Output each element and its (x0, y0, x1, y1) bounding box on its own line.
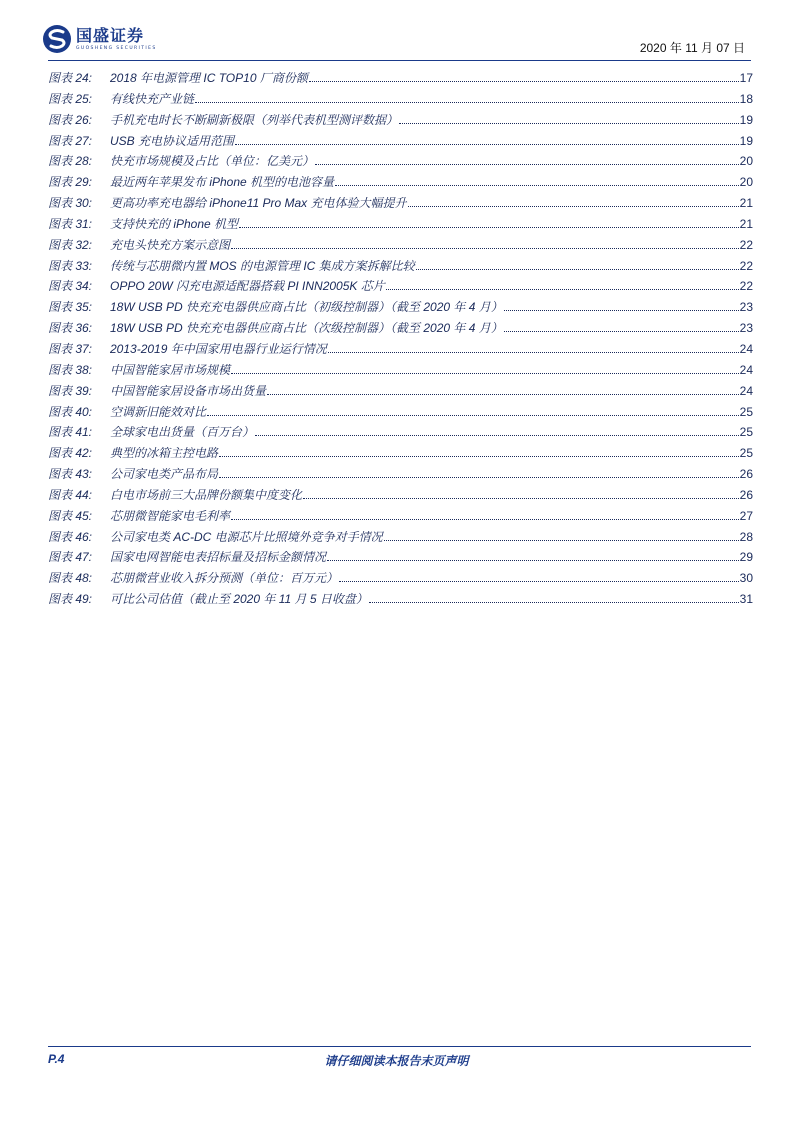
toc-entry-title: 手机充电时长不断刷新极限（列举代表机型测评数据） (110, 112, 399, 127)
toc-leader-dots (219, 477, 739, 478)
toc-entry[interactable] (48, 340, 753, 361)
toc-entry[interactable] (48, 486, 753, 507)
toc-leader-dots (315, 164, 739, 165)
toc-entry[interactable] (48, 215, 753, 236)
toc-leader-dots (327, 560, 739, 561)
toc-entry-label: 图表 44: (48, 487, 93, 502)
toc-entry-page: 30 (739, 571, 753, 586)
toc-entry-title: 2018 年电源管理 IC TOP10 厂商份额 (110, 71, 308, 85)
toc-leader-dots (267, 394, 739, 395)
toc-entry[interactable] (48, 444, 753, 465)
toc-entry-title: 公司家电类产品布局 (110, 467, 219, 482)
toc-entry-page: 18 (739, 91, 753, 106)
toc-entry[interactable] (48, 507, 753, 528)
toc-entry-label: 图表 39: (48, 383, 93, 398)
toc-entry-label: 图表 49: (48, 592, 93, 607)
company-logo (42, 24, 157, 54)
toc-entry-label: 图表 29: (48, 175, 93, 190)
toc-entry[interactable] (48, 90, 753, 111)
guosheng-logo-icon (42, 24, 72, 54)
toc-entry-page: 28 (739, 529, 753, 544)
toc-entry-label: 图表 24: (48, 71, 93, 85)
toc-leader-dots (195, 102, 739, 103)
toc-entry-title: 充电头快充方案示意图 (110, 237, 231, 252)
disclaimer-note: 请仔细阅读本报告末页声明 (324, 1054, 469, 1068)
report-date: 2020 年 11 月 07 日 (639, 41, 745, 55)
toc-entry[interactable] (48, 319, 753, 340)
toc-entry-label: 图表 38: (48, 362, 93, 377)
toc-entry-page: 25 (739, 446, 753, 461)
toc-entry-page: 29 (739, 550, 753, 565)
toc-entry-label: 图表 42: (48, 446, 93, 461)
toc-entry-label: 图表 48: (48, 571, 93, 586)
toc-entry-title: 全球家电出货量（百万台） (110, 425, 255, 440)
toc-entry-label: 图表 33: (48, 258, 93, 273)
toc-entry-page: 26 (739, 467, 753, 482)
toc-entry-title: 2013-2019 年中国家用电器行业运行情况 (110, 341, 327, 356)
toc-entry-title: 最近两年苹果发布 iPhone 机型的电池容量 (110, 175, 335, 190)
toc-entry-page: 21 (739, 196, 753, 211)
toc-entry-page: 21 (739, 216, 753, 231)
toc-entry-title: 18W USB PD 快充充电器供应商占比（次级控制器）（截至 2020 年 4 月） (110, 321, 503, 336)
toc-leader-dots (386, 289, 739, 290)
figure-index-list (48, 69, 753, 611)
toc-entry-label: 图表 27: (48, 133, 93, 148)
toc-entry-page: 31 (739, 592, 753, 607)
toc-entry[interactable] (48, 277, 753, 298)
toc-leader-dots (231, 248, 739, 249)
toc-leader-dots (335, 185, 739, 186)
toc-entry-title: 空调新旧能效对比 (110, 404, 207, 419)
toc-entry-label: 图表 47: (48, 550, 93, 565)
toc-leader-dots (231, 373, 739, 374)
toc-entry-label: 图表 35: (48, 300, 93, 315)
toc-entry-title: 中国智能家居设备市场出货量 (110, 383, 267, 398)
toc-entry-page: 23 (739, 321, 753, 336)
toc-entry[interactable] (48, 257, 753, 278)
toc-entry-title: 有线快充产业链 (110, 91, 195, 106)
toc-entry-title: 支持快充的 iPhone 机型 (110, 216, 239, 231)
toc-entry-title: 更高功率充电器给 iPhone11 Pro Max 充电体验大幅提升 (110, 196, 407, 211)
page-number: P.4 (48, 1052, 65, 1066)
toc-leader-dots (504, 331, 739, 332)
toc-entry-page: 24 (739, 362, 753, 377)
toc-entry-title: 公司家电类 AC-DC 电源芯片比照境外竞争对手情况 (110, 529, 383, 544)
toc-entry[interactable] (48, 152, 753, 173)
toc-leader-dots (255, 435, 739, 436)
toc-entry-label: 图表 36: (48, 321, 93, 336)
toc-entry[interactable] (48, 590, 753, 611)
toc-entry-title: 典型的冰箱主控电路 (110, 446, 219, 461)
toc-entry-title: 芯朋微智能家电毛利率 (110, 508, 231, 523)
toc-entry-label: 图表 37: (48, 341, 93, 356)
toc-entry-page: 20 (739, 154, 753, 169)
toc-entry[interactable] (48, 423, 753, 444)
toc-entry-page: 26 (739, 487, 753, 502)
toc-entry-title: OPPO 20W 闪充电源适配器搭载 PI INN2005K 芯片 (110, 279, 385, 294)
toc-entry-title: 芯朋微营业收入拆分预测（单位：百万元） (110, 571, 339, 586)
toc-leader-dots (504, 310, 739, 311)
toc-entry[interactable] (48, 382, 753, 403)
toc-entry-label: 图表 45: (48, 508, 93, 523)
toc-entry-label: 图表 40: (48, 404, 93, 419)
toc-leader-dots (408, 206, 739, 207)
toc-entry[interactable] (48, 173, 753, 194)
toc-entry-page: 19 (739, 112, 753, 127)
toc-leader-dots (399, 123, 739, 124)
toc-leader-dots (384, 540, 739, 541)
toc-entry-title: 可比公司估值（截止至 2020 年 11 月 5 日收盘） (110, 592, 368, 607)
toc-leader-dots (303, 498, 739, 499)
toc-entry-page: 17 (739, 71, 753, 85)
toc-entry-label: 图表 43: (48, 467, 93, 482)
toc-entry[interactable] (48, 569, 753, 590)
toc-leader-dots (339, 581, 739, 582)
toc-entry[interactable] (48, 548, 753, 569)
toc-entry-label: 图表 25: (48, 91, 93, 106)
toc-entry-label: 图表 28: (48, 154, 93, 169)
toc-entry-label: 图表 32: (48, 237, 93, 252)
toc-entry-label: 图表 41: (48, 425, 93, 440)
toc-entry-page: 20 (739, 175, 753, 190)
toc-entry-label: 图表 46: (48, 529, 93, 544)
toc-entry[interactable] (48, 361, 753, 382)
toc-leader-dots (416, 269, 739, 270)
toc-entry-page: 23 (739, 300, 753, 315)
toc-leader-dots (207, 415, 739, 416)
toc-entry-page: 22 (739, 279, 753, 294)
toc-entry[interactable] (48, 194, 753, 215)
toc-entry-label: 图表 34: (48, 279, 93, 294)
brand-name-en: GUOSHENG SECURITIES (76, 45, 157, 51)
toc-leader-dots (231, 519, 739, 520)
toc-leader-dots (235, 144, 739, 145)
toc-entry-page: 27 (739, 508, 753, 523)
toc-entry[interactable] (48, 298, 753, 319)
toc-entry-page: 25 (739, 404, 753, 419)
toc-entry-title: 传统与芯朋微内置 MOS 的电源管理 IC 集成方案拆解比较 (110, 258, 415, 273)
toc-entry-title: 18W USB PD 快充充电器供应商占比（初级控制器）（截至 2020 年 4 月） (110, 300, 503, 315)
toc-entry[interactable] (48, 69, 753, 90)
header-divider (48, 60, 751, 61)
toc-leader-dots (239, 227, 739, 228)
toc-entry[interactable] (48, 465, 753, 486)
toc-entry-page: 24 (739, 341, 753, 356)
toc-entry[interactable] (48, 403, 753, 424)
toc-leader-dots (219, 456, 739, 457)
toc-entry[interactable] (48, 236, 753, 257)
toc-entry-label: 图表 31: (48, 216, 93, 231)
toc-entry-title: 白电市场前三大品牌份额集中度变化 (110, 487, 303, 502)
toc-entry-label: 图表 30: (48, 196, 93, 211)
footer-divider (48, 1046, 751, 1047)
toc-entry-page: 24 (739, 383, 753, 398)
toc-entry[interactable] (48, 111, 753, 132)
toc-entry-title: USB 充电协议适用范围 (110, 133, 235, 148)
brand-name-cn: 国盛证券 (76, 25, 145, 45)
toc-leader-dots (369, 602, 739, 603)
toc-entry-title: 快充市场规模及占比（单位：亿美元） (110, 154, 315, 169)
toc-entry-page: 25 (739, 425, 753, 440)
toc-entry[interactable] (48, 132, 753, 153)
toc-entry-page: 22 (739, 258, 753, 273)
toc-entry-title: 国家电网智能电表招标量及招标金额情况 (110, 550, 327, 565)
toc-leader-dots (328, 352, 739, 353)
toc-entry-title: 中国智能家居市场规模 (110, 362, 231, 377)
toc-entry-label: 图表 26: (48, 112, 93, 127)
toc-leader-dots (309, 81, 739, 82)
toc-entry[interactable] (48, 528, 753, 549)
page-header (0, 0, 793, 62)
toc-entry-page: 22 (739, 237, 753, 252)
toc-entry-page: 19 (739, 133, 753, 148)
